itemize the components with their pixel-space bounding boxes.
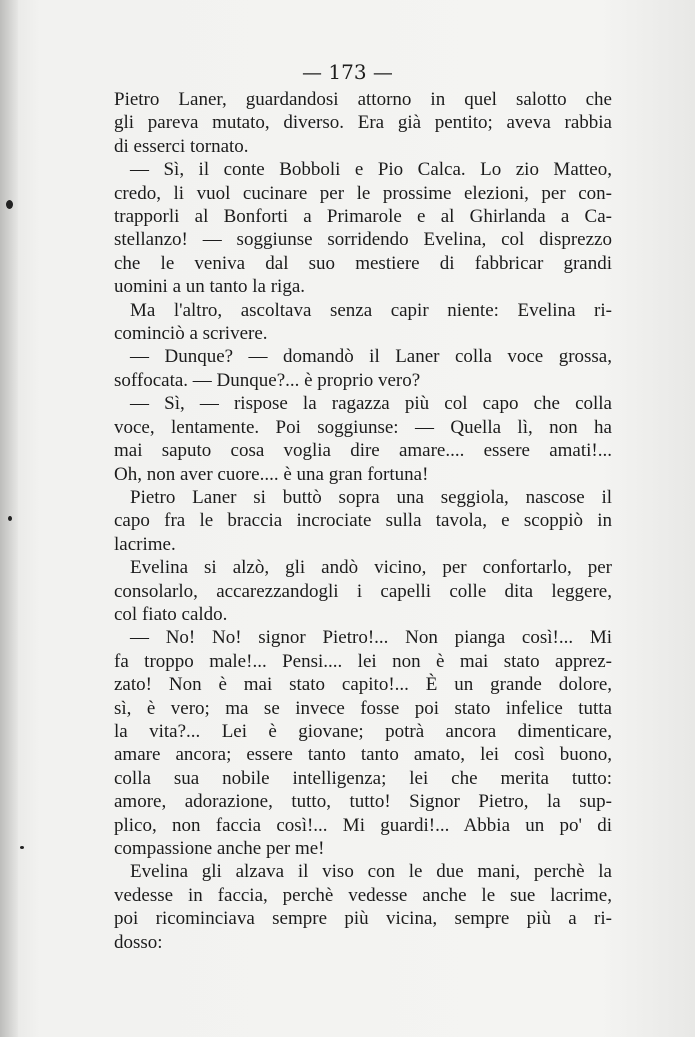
- ink-speck: [20, 846, 24, 849]
- text-line: uomini a un tanto la riga.: [114, 276, 306, 298]
- text-line: lacrime.: [114, 533, 176, 555]
- text-line: — No! No! signor Pietro!... Non pianga così!... Mi: [130, 627, 612, 649]
- text-line: colla sua nobile intelligenza; lei che merita tutto:: [114, 767, 612, 789]
- text-line: soffocata. — Dunque?... è proprio vero?: [114, 369, 421, 391]
- text-line: trapporli al Bonforti a Primarole e al Ghirlanda a Ca-: [114, 206, 612, 228]
- text-line: Ma l'altro, ascoltava senza capir niente: Evelina ri-: [130, 299, 612, 321]
- text-line: gli pareva mutato, diverso. Era già pentito; aveva rabbia: [114, 112, 612, 134]
- text-line: — Dunque? — domandò il Laner colla voce grossa,: [130, 346, 612, 368]
- text-line: — Sì, il conte Bobboli e Pio Calca. Lo zio Matteo,: [130, 159, 612, 181]
- text-line: Oh, non aver cuore.... è una gran fortuna!: [114, 463, 429, 485]
- text-line: fa troppo male!... Pensi.... lei non è mai stato apprez-: [114, 650, 612, 672]
- text-line: poi ricominciava sempre più vicina, sempre più a ri-: [114, 908, 612, 930]
- text-line: Evelina si alzò, gli andò vicino, per confortarlo, per: [130, 557, 612, 579]
- ink-speck: [8, 516, 12, 521]
- text-line: sì, è vero; ma se invece fosse poi stato infelice tutta: [114, 697, 612, 719]
- text-line: stellanzo! — soggiunse sorridendo Evelina, col disprezzo: [114, 229, 612, 251]
- text-line: consolarlo, accarezzandogli i capelli colle dita leggere,: [114, 580, 612, 602]
- text-line: voce, lentamente. Poi soggiunse: — Quella lì, non ha: [114, 416, 612, 438]
- text-line: mai saputo cosa voglia dire amare.... essere amati!...: [114, 440, 612, 462]
- text-line: plico, non faccia così!... Mi guardi!... Abbia un po' di: [114, 814, 612, 836]
- text-line: Pietro Laner si buttò sopra una seggiola, nascose il: [130, 486, 612, 508]
- text-line: — Sì, — rispose la ragazza più col capo che colla: [130, 393, 612, 415]
- text-line: capo fra le braccia incrociate sulla tavola, e scoppiò in: [114, 510, 612, 532]
- text-line: che le veniva dal suo mestiere di fabbricar grandi: [114, 252, 612, 274]
- text-line: zato! Non è mai stato capito!... È un grande dolore,: [114, 674, 612, 696]
- text-line: compassione anche per me!: [114, 838, 325, 859]
- text-line: Evelina gli alzava il viso con le due mani, perchè la: [130, 861, 612, 883]
- text-line: amare ancora; essere tanto tanto amato, lei così buono,: [114, 744, 612, 766]
- text-line: amore, adorazione, tutto, tutto! Signor Pietro, la sup-: [114, 791, 612, 813]
- text-line: dosso:: [114, 931, 163, 953]
- text-line: Pietro Laner, guardandosi attorno in quel salotto che: [114, 89, 612, 110]
- text-line: di esserci tornato.: [114, 135, 249, 157]
- text-line: credo, li vuol cucinare per le prossime elezioni, per con-: [114, 182, 612, 204]
- text-line: cominciò a scrivere.: [114, 323, 268, 345]
- page-number: — 173 —: [302, 60, 393, 84]
- text-line: col fiato caldo.: [114, 603, 228, 625]
- page-body-text: [114, 88, 612, 954]
- ink-speck: [6, 200, 13, 209]
- text-line: la vita?... Lei è giovane; potrà ancora dimenticare,: [114, 720, 612, 742]
- text-line: vedesse in faccia, perchè vedesse anche le sue lacrime,: [114, 884, 612, 906]
